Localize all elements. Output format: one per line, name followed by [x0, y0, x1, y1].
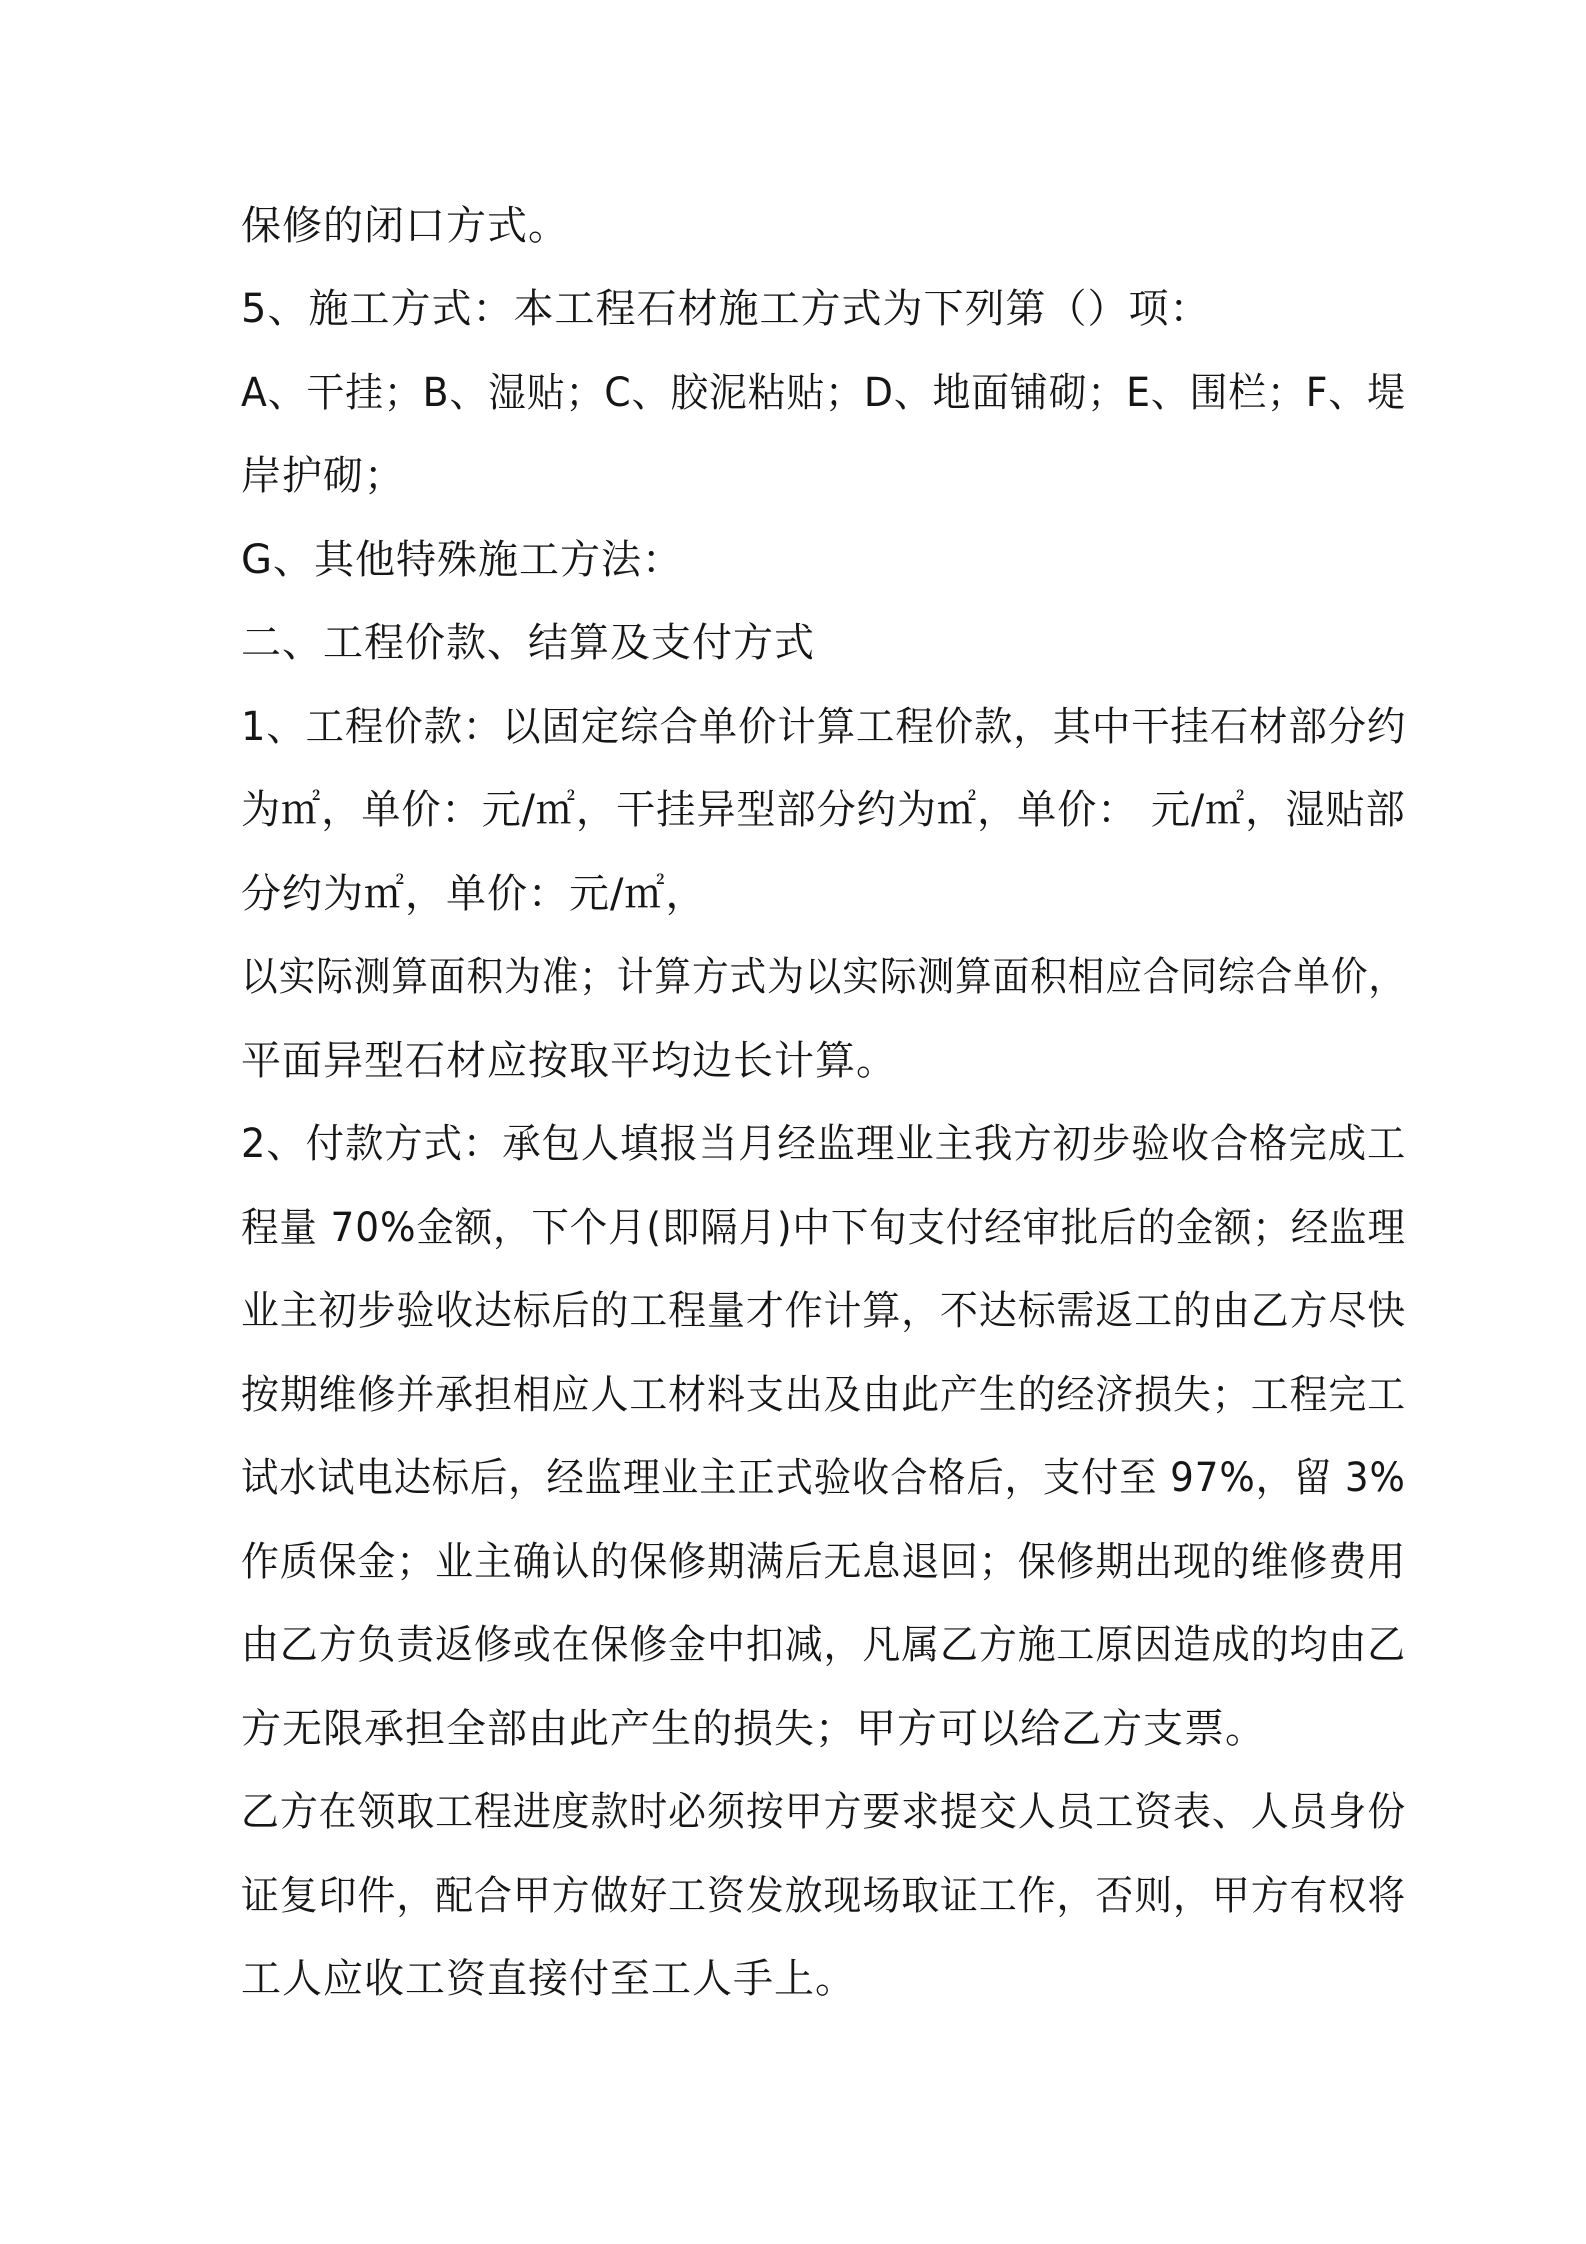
text-line: 程量 70%金额，下个月(即隔月)中下旬支付经审批后的金额；经监理 [241, 1205, 1406, 1251]
text-line: 试水试电达标后，经监理业主正式验收合格后，支付至 97%，留 3% [241, 1455, 1406, 1501]
text-line: 分约为㎡，单价：元/㎡， [241, 871, 707, 917]
text-line: 由乙方负责返修或在保修金中扣减，凡属乙方施工原因造成的均由乙 [241, 1622, 1407, 1668]
text-line: 方无限承担全部由此产生的损失；甲方可以给乙方支票。 [241, 1706, 1266, 1752]
text-line: 平面异型石材应按取平均边长计算。 [241, 1038, 897, 1084]
text-line: 保修的闭口方式。 [241, 203, 569, 249]
text-line: 以实际测算面积为准；计算方式为以实际测算面积相应合同综合单价， [241, 954, 1406, 1000]
text-line: 5、施工方式：本工程石材施工方式为下列第（）项： [241, 286, 1211, 332]
text-line: 证复印件，配合甲方做好工资发放现场取证工作，否则，甲方有权将 [241, 1873, 1407, 1919]
text-line: 岸护砌； [241, 453, 405, 499]
text-line: 为㎡，单价：元/㎡，干挂异型部分约为㎡，单价： 元/㎡，湿贴部 [241, 787, 1406, 833]
text-line: 工人应收工资直接付至工人手上。 [241, 1956, 856, 2002]
text-line: G、其他特殊施工方法： [241, 537, 683, 583]
text-line: A、干挂；B、湿贴；C、胶泥粘贴；D、地面铺砌；E、围栏；F、堤 [241, 370, 1406, 416]
text-line: 2、付款方式：承包人填报当月经监理业主我方初步验收合格完成工 [241, 1121, 1407, 1167]
text-line: 按期维修并承担相应人工材料支出及由此产生的经济损失；工程完工 [241, 1372, 1407, 1418]
text-line: 乙方在领取工程进度款时必须按甲方要求提交人员工资表、人员身份 [241, 1789, 1407, 1835]
section-heading: 二、工程价款、结算及支付方式 [241, 620, 815, 666]
text-line: 1、工程价款：以固定综合单价计算工程价款，其中干挂石材部分约 [241, 704, 1407, 750]
text-line: 作质保金；业主确认的保修期满后无息退回；保修期出现的维修费用 [241, 1539, 1407, 1585]
text-line: 业主初步验收达标后的工程量才作计算，不达标需返工的由乙方尽快 [241, 1288, 1407, 1334]
